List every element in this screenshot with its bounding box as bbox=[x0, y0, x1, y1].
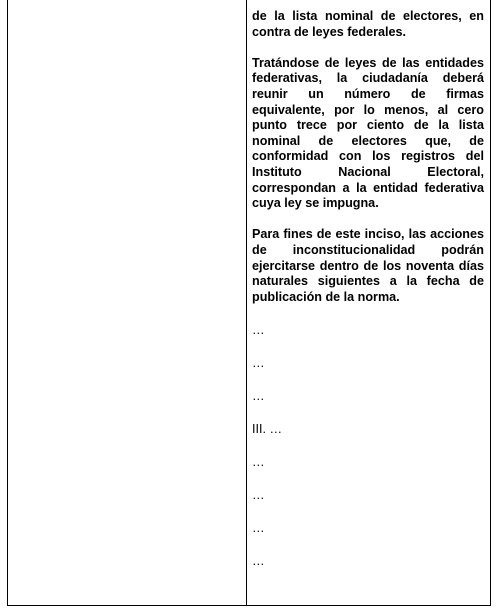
omitted-text-list bbox=[252, 323, 484, 569]
ellipsis-line: … bbox=[252, 356, 265, 371]
ellipsis-line: … bbox=[252, 455, 265, 470]
ellipsis-line: … bbox=[252, 554, 265, 569]
table-right-column bbox=[247, 0, 490, 605]
comparison-table bbox=[7, 0, 491, 606]
ellipsis-line: … bbox=[252, 521, 265, 536]
ellipsis-line: … bbox=[252, 323, 265, 338]
paragraph-state-laws: Tratándose de leyes de las entidades federativas, la ciudadanía deberá reunir un número de firmas equivalente, por lo menos, al cero punto trece por ciento de la lista nominal de electores que, de conformidad con los registros del Instituto Nacional Electoral, correspondan a la entidad federativa cuya ley se impugna. bbox=[252, 55, 484, 211]
paragraph-federal-laws: de la lista nominal de electores, en contra de leyes federales. bbox=[252, 9, 484, 39]
ellipsis-line: … bbox=[252, 389, 265, 404]
section-iii-line: III. … bbox=[252, 422, 283, 437]
paragraph-deadline: Para fines de este inciso, las acciones de inconstitucionalidad podrán ejercitarse dentro de los noventa días naturales siguientes a la fecha de publicación de la norma. bbox=[252, 227, 484, 304]
ellipsis-line: … bbox=[252, 488, 265, 503]
table-left-column bbox=[8, 0, 247, 605]
